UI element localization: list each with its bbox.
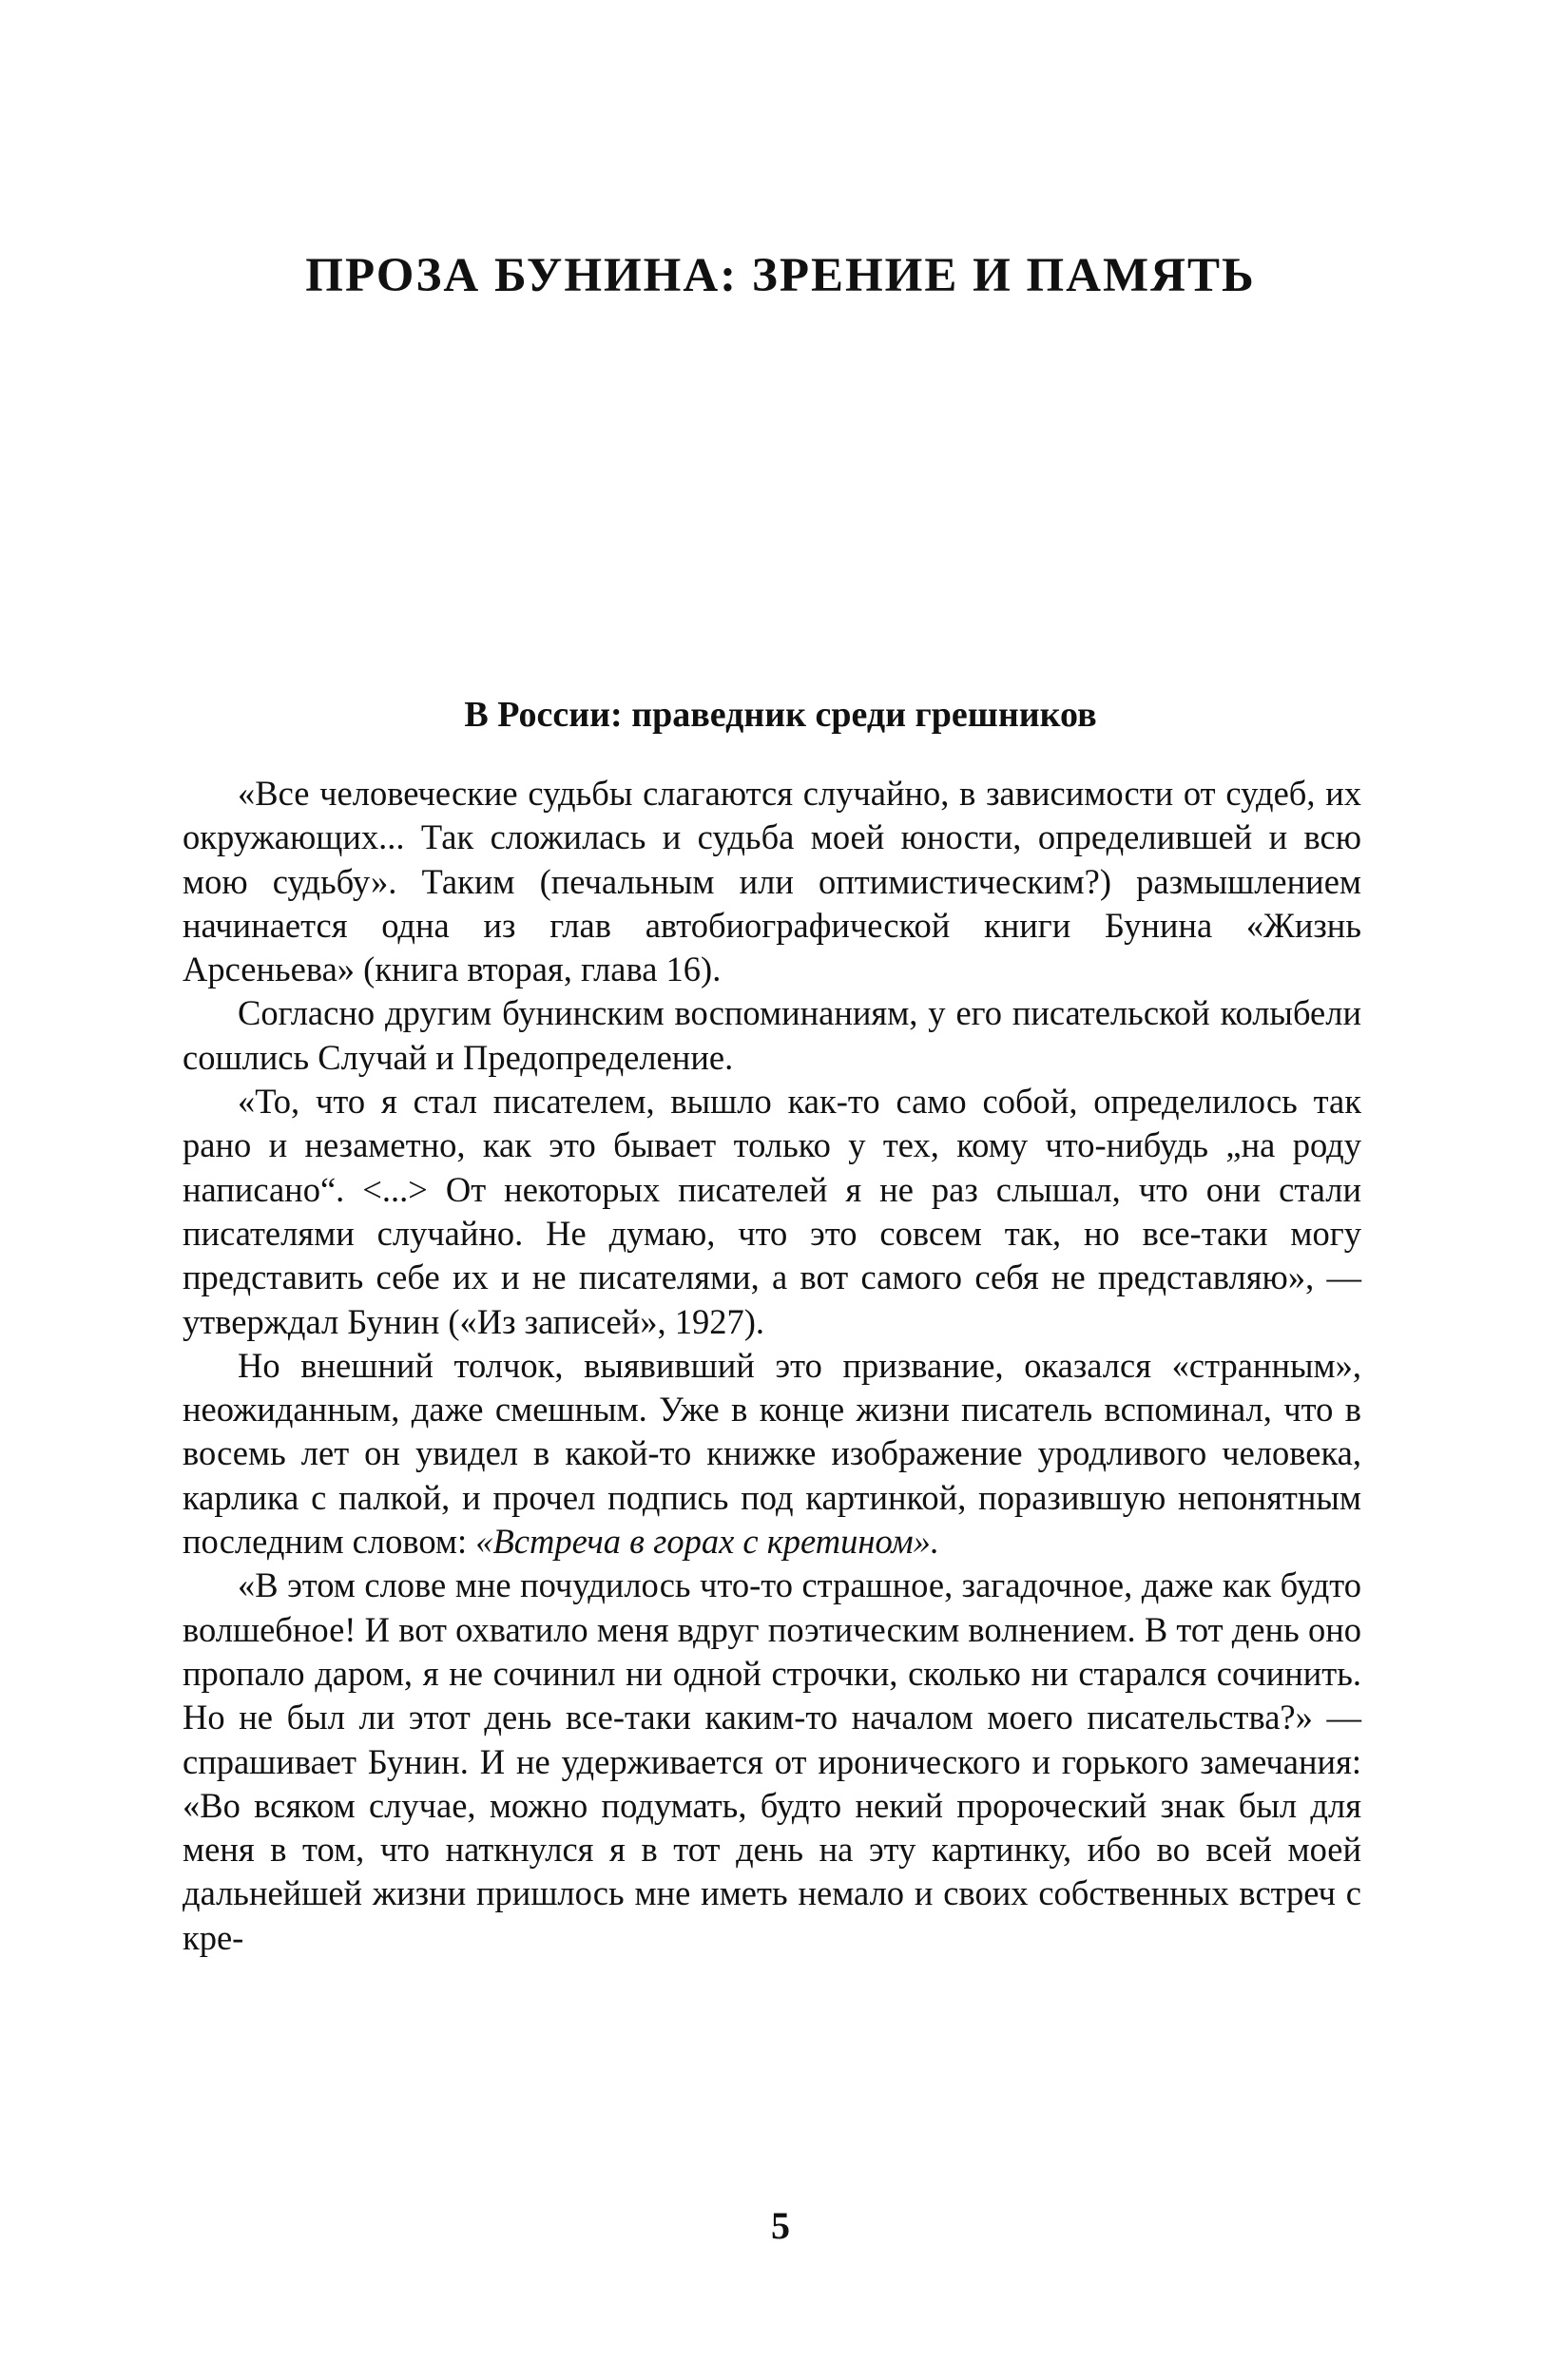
- paragraph-5: «В этом слове мне почудилось что-то страшное, загадочное, даже как будто волшебное! И вот охватило меня вдруг поэтическим волнением. В тот день оно пропало даром, я не сочинил ни одной строчки, сколько ни старался сочинить. Но не был ли этот день все-таки каким-то началом моего писательства?» — спрашивает Бунин. И не удерживается от иронического и горького замечания: «Во всяком случае, можно подумать, будто некий пророческий знак был для меня в том, что наткнулся я в тот день на эту картинку, ибо во всей моей дальнейшей жизни пришлось мне иметь немало и своих собственных встреч с кре-: [183, 1565, 1361, 1957]
- paragraph-3: «То, что я стал писателем, вышло как-то само собой, определилось так рано и незаметно, как это бывает только у тех, кому что-нибудь „на роду написано“. <...> От некоторых писателей я не раз слышал, что они стали писателями случайно. Не думаю, что это совсем так, но все-таки могу представить себе их и не писателями, а вот самого себя не представляю», — утверждал Бунин («Из записей», 1927).: [183, 1082, 1361, 1341]
- chapter-title: ПРОЗА БУНИНА: ЗРЕНИЕ И ПАМЯТЬ: [305, 249, 1256, 302]
- section-heading: В России: праведник среди грешников: [464, 695, 1097, 735]
- paragraph-1: «Все человеческие судьбы слагаются случайно, в зависимости от судеб, их окружающих... Так сложилась и судьба моей юности, определившей и всю мою судьбу». Таким (печальным или оптимистическим?) размышлением начинается одна из глав автобиографической книги Бунина «Жизнь Арсеньева» (книга вторая, глава 16).: [183, 774, 1361, 989]
- page-number: 5: [771, 2204, 790, 2247]
- italic-quote: «Встреча в горах с кретином».: [475, 1522, 940, 1562]
- body-text: [183, 772, 1361, 1960]
- paragraph-4: [183, 1344, 1361, 1564]
- paragraph-4-text: Но внешний толчок, выявивший это призвание, оказался «странным», неожиданным, даже смешным. Уже в конце жизни писатель вспоминал, что в восемь лет он увидел в какой-то книжке изображение уродливого человека, карлика с палкой, и прочел подпись под картинкой, поразившую непонятным последним словом:: [183, 1345, 1361, 1562]
- paragraph-2: Согласно другим бунинским воспоминаниям, у его писательской колыбели сошлись Случай и Предопределение.: [183, 993, 1361, 1077]
